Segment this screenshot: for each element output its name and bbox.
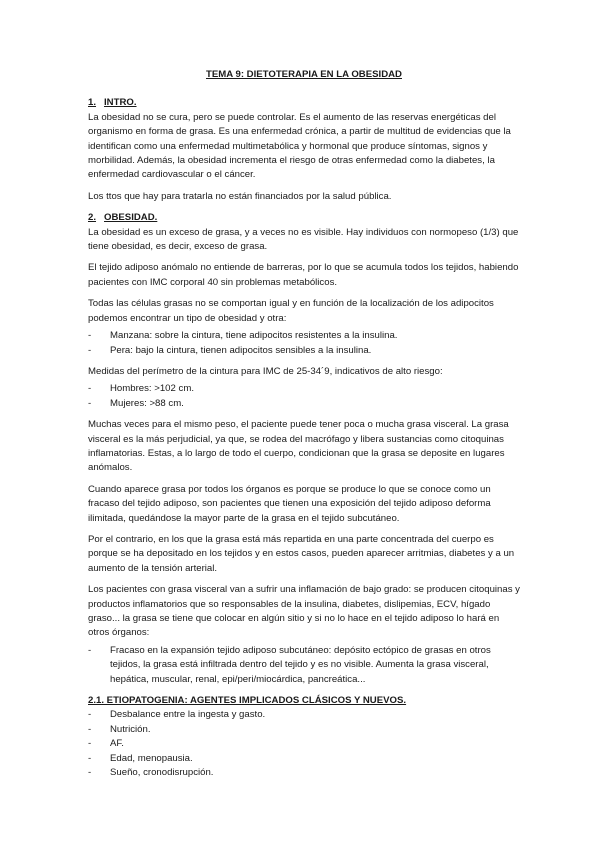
- list-item-text: Fracaso en la expansión tejido adiposo subcutáneo: depósito ectópico de grasas en otros tejidos, la grasa está infiltrada dentro del tejido y es no visible. Aumenta la grasa visceral, hepática, muscular, renal, epi/peri/miocárdica, pancreática...: [110, 644, 491, 685]
- section-title: INTRO.: [104, 97, 137, 109]
- list-item-text: Hombres: >102 cm.: [110, 383, 194, 395]
- paragraph: Cuando aparece grasa por todos los órganos es porque se produce lo que se conoce como un fracaso del tejido adiposo, son pacientes que tienen una exposición del tejido adiposo deforma ilimitada, quedándose la mayor parte de la grasa en el tejido subcutáneo.: [88, 483, 491, 524]
- list-item: [88, 397, 520, 411]
- paragraph: El tejido adiposo anómalo no entiende de barreras, por lo que se acumula todos los tejidos, habiendo pacientes con IMC corporal 40 sin problemas metabólicos.: [88, 262, 519, 288]
- list-item-text: Sueño, cronodisrupción.: [110, 767, 214, 779]
- bullet-dash: -: [88, 709, 92, 721]
- list-item: [88, 752, 520, 766]
- list-item: [88, 737, 520, 751]
- bullet-dash: -: [88, 383, 92, 395]
- section-number: 1.: [88, 97, 97, 109]
- bullet-dash: -: [88, 644, 92, 656]
- bullet-list: [88, 708, 520, 780]
- bullet-dash: -: [88, 397, 92, 409]
- list-item: [88, 329, 520, 343]
- document-body: [88, 68, 520, 787]
- list-item: [88, 708, 520, 722]
- bullet-dash: -: [88, 738, 92, 750]
- list-item-text: Pera: bajo la cintura, tienen adipocitos sensibles a la insulina.: [110, 344, 372, 356]
- list-item: [88, 344, 520, 358]
- bullet-dash: -: [88, 344, 92, 356]
- subsection-heading-etiopatogenia: 2.1. ETIOPATOGENIA: AGENTES IMPLICADOS CLÁSICOS Y NUEVOS.: [88, 695, 407, 707]
- paragraph: La obesidad es un exceso de grasa, y a veces no es visible. Hay individuos con normopeso (1/3) que tiene obesidad, es decir, exceso de grasa.: [88, 226, 519, 253]
- list-item: [88, 644, 520, 687]
- bullet-dash: -: [88, 752, 92, 764]
- list-item-text: Nutrición.: [110, 723, 151, 735]
- bullet-list: [88, 382, 520, 411]
- paragraph: Los pacientes con grasa visceral van a sufrir una inflamación de bajo grado: se producen citoquinas y productos inflamatorios que so responsables de la insulina, diabetes, dislipemias, ECV, hígado graso... la grasa se tiene que colocar en algún sitio y si no lo hace en el tejido adiposo lo hará en otros órganos:: [88, 584, 520, 639]
- section-heading-intro: [88, 96, 520, 110]
- paragraph: Los ttos que hay para tratarla no están financiados por la salud pública.: [88, 190, 392, 202]
- bullet-dash: -: [88, 723, 92, 735]
- list-item: [88, 382, 520, 396]
- bullet-dash: -: [88, 767, 92, 779]
- list-item: [88, 723, 520, 737]
- paragraph: Medidas del perímetro de la cintura para IMC de 25-34´9, indicativos de alto riesgo:: [88, 365, 443, 377]
- list-item-text: Desbalance entre la ingesta y gasto.: [110, 709, 266, 721]
- list-item: [88, 766, 520, 780]
- section-title: OBESIDAD.: [104, 212, 158, 224]
- document-title: TEMA 9: DIETOTERAPIA EN LA OBESIDAD: [206, 69, 402, 80]
- list-item-text: Manzana: sobre la cintura, tiene adipocitos resistentes a la insulina.: [110, 330, 398, 342]
- list-item-text: Mujeres: >88 cm.: [110, 397, 184, 409]
- list-item-text: Edad, menopausia.: [110, 752, 193, 764]
- paragraph: La obesidad no se cura, pero se puede controlar. Es el aumento de las reservas energéticas del organismo en forma de grasa. Es una enfermedad crónica, a partir de multitud de evidencias que la identifican como una enfermedad multimetabólica y hormonal que produce síntomas, signos y morbilidad. Además, la obesidad incrementa el riesgo de otras enfermedad como la diabetes, la enfermedad cardiovascular o el cáncer.: [88, 111, 511, 181]
- list-item-text: AF.: [110, 738, 124, 750]
- paragraph: Muchas veces para el mismo peso, el paciente puede tener poca o mucha grasa visceral. La grasa visceral es la más perjudicial, ya que, se rodea del macrófago y libera sustancias como citoquinas inflamatorias. Estas, a lo largo de todo el cuerpo, condicionan que la grasa se deposite en lugares anómalos.: [88, 419, 509, 474]
- section-heading-obesidad: [88, 211, 520, 225]
- paragraph: Todas las células grasas no se comportan igual y en función de la localización de los adipocitos podemos encontrar un tipo de obesidad y otra:: [88, 298, 494, 324]
- bullet-dash: -: [88, 330, 92, 342]
- paragraph: Por el contrario, en los que la grasa está más repartida en una parte concentrada del cuerpo es porque se ha depositado en los tejidos y en estos casos, pueden aparecer arritmias, diabetes y a un aumento de la tensión arterial.: [88, 533, 515, 574]
- section-number: 2.: [88, 212, 97, 224]
- bullet-list: [88, 329, 520, 358]
- bullet-list: [88, 644, 520, 687]
